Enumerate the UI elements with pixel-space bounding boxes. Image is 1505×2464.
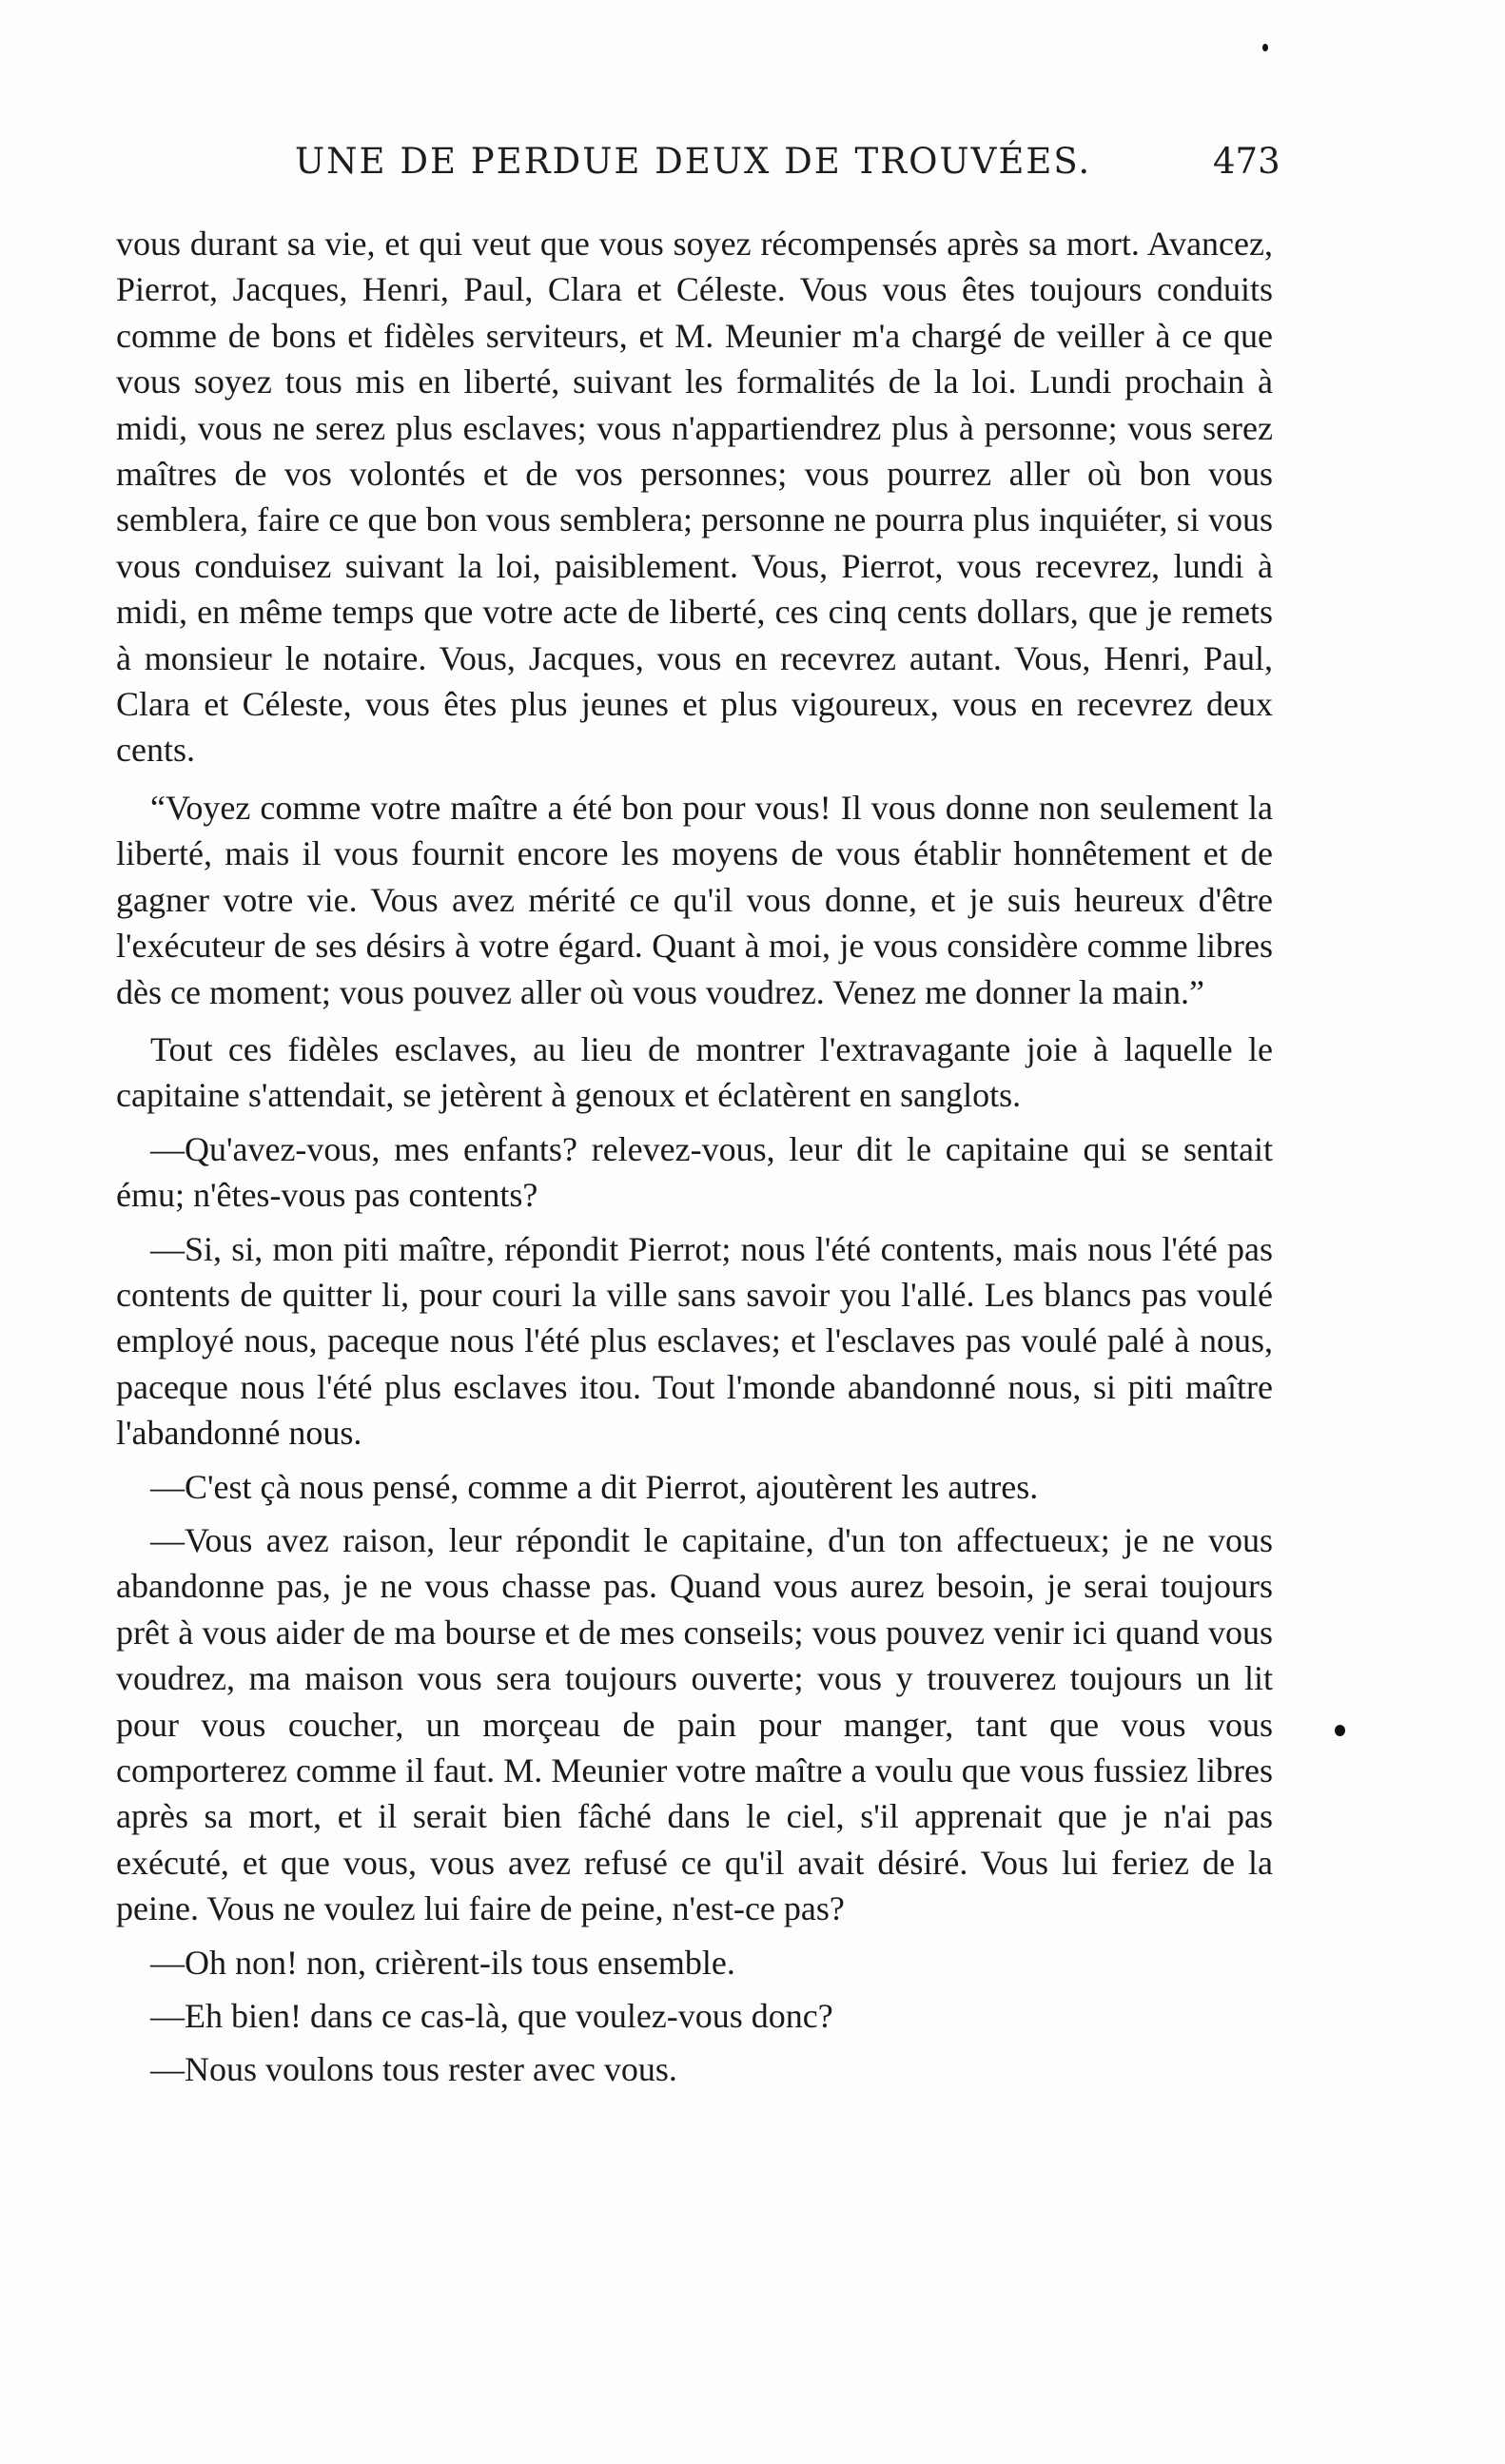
ink-speck [1262,44,1268,51]
page-body-text [116,221,1273,2093]
paragraph-3: Tout ces fidèles esclaves, au lieu de montrer l'extravagante joie à laquelle le capitaine s'attendait, se jetèrent à genoux et éclatèrent en sanglots. [116,1029,1273,1115]
paragraph-2: “Voyez comme votre maître a été bon pour vous! Il vous donne non seulement la liberté, mais il vous fournit encore les moyens de vous établir honnêtement et de gagner votre vie. Vous avez mérité ce qu'il vous donne, et je suis heureux d'être l'exécuteur de ses désirs à votre égard. Quant à moi, je vous considère comme libres dès ce moment; vous pouvez aller où vous voudrez. Venez me donner la main.” [116,788,1273,1011]
paragraph-7: —Vous avez raison, leur répondit le capitaine, d'un ton affectueux; je ne vous abandonne pas, je ne vous chasse pas. Quand vous aurez besoin, je serai toujours prêt à vous aider de ma bourse et de mes conseils; vous pouvez venir ici quand vous voudrez, ma maison vous sera toujours ouverte; vous y trouverez toujours un lit pour vous coucher, un morçeau de pain pour manger, tant que vous vous comporterez comme il faut. M. Meunier votre maître a voulu que vous fussiez libres après sa mort, et il serait bien fâché dans le ciel, s'il apprenait que je n'ai pas exécuté, et que vous, vous avez refusé ce qu'il avait désiré. Vous lui feriez de la peine. Vous ne voulez lui faire de peine, n'est-ce pas? [116,1520,1273,1928]
paragraph-9: —Eh bien! dans ce cas-là, que voulez-vous donc? [150,1997,833,2036]
paragraph-5: —Si, si, mon piti maître, répondit Pierrot; nous l'été contents, mais nous l'été pas contents de quitter li, pour couri la ville sans savoir you l'allé. Les blancs pas voulé employé nous, paceque nous l'été plus esclaves; et l'esclaves pas voulé palé à nous, paceque nous l'été plus esclaves itou. Tout l'monde abandonné nous, si piti maître l'abandonné nous. [116,1229,1273,1453]
paragraph-6: —C'est çà nous pensé, comme a dit Pierrot, ajoutèrent les autres. [150,1467,1039,1506]
ink-speck [1335,1725,1345,1736]
paragraph-8: —Oh non! non, crièrent-ils tous ensemble. [150,1943,735,1982]
running-head-title: UNE DE PERDUE DEUX DE TROUVÉES. [295,141,1092,182]
page-number: 473 [1213,141,1280,182]
paragraph-4: —Qu'avez-vous, mes enfants? relevez-vous, leur dit le capitaine qui se sentait ému; n'êtes-vous pas contents? [116,1129,1273,1215]
paragraph-10: —Nous voulons tous rester avec vous. [150,2050,677,2089]
paragraph-1: vous durant sa vie, et qui veut que vous soyez récompensés après sa mort. Avancez, Pierrot, Jacques, Henri, Paul, Clara et Céleste. Vous vous êtes toujours conduits comme de bons et fidèles serviteurs, et M. Meunier m'a chargé de veiller à ce que vous soyez tous mis en liberté, suivant les formalités de la loi. Lundi prochain à midi, vous ne serez plus esclaves; vous n'appartiendrez plus à personne; vous serez maîtres de vos volontés et de vos personnes; vous pourrez aller où bon vous semblera, faire ce que bon vous semblera; personne ne pourra plus inquiéter, si vous vous conduisez suivant la loi, paisiblement. Vous, Pierrot, vous recevrez, lundi à midi, en même temps que votre acte de liberté, ces cinq cents dollars, que je remets à monsieur le notaire. Vous, Jacques, vous en recevrez autant. Vous, Henri, Paul, Clara et Céleste, vous êtes plus jeunes et plus vigoureux, vous en recevrez deux cents. [116,225,1273,770]
